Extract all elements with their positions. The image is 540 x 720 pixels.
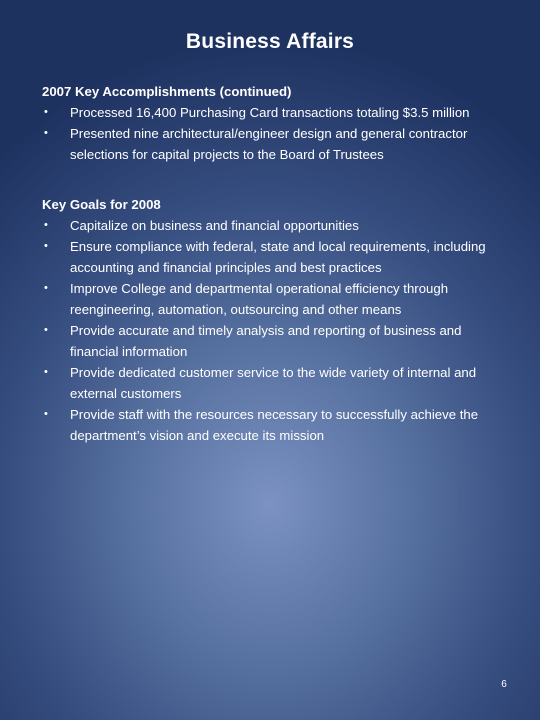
- bullet-icon: •: [44, 324, 48, 336]
- list-item-text: Provide accurate and timely analysis and reporting of business and financial information: [70, 323, 462, 359]
- list-item: [42, 236, 512, 278]
- list-item-text: Presented nine architectural/engineer design and general contractor selections for capital projects to the Board of Trustees: [70, 126, 468, 162]
- bullet-icon: •: [44, 282, 48, 294]
- bullet-icon: •: [44, 366, 48, 378]
- bullet-icon: •: [44, 240, 48, 252]
- bullet-icon: •: [44, 106, 48, 118]
- list-item: [42, 404, 512, 446]
- list-item-text: Capitalize on business and financial opportunities: [70, 218, 359, 233]
- list-item-text: Improve College and departmental operational efficiency through reengineering, automation, outsourcing and other means: [70, 281, 449, 317]
- list-item: [42, 278, 512, 320]
- bullet-icon: •: [44, 127, 48, 139]
- list-item: [42, 123, 512, 165]
- accomplishments-section: [42, 81, 512, 165]
- goals-heading: Key Goals for 2008: [42, 197, 161, 212]
- list-item: [42, 102, 512, 123]
- goals-list: [42, 215, 512, 446]
- bullet-icon: •: [44, 219, 48, 231]
- accomplishments-heading: 2007 Key Accomplishments (continued): [42, 84, 292, 99]
- bullet-icon: •: [44, 408, 48, 420]
- accomplishments-list: [42, 102, 512, 165]
- list-item-text: Provide staff with the resources necessary to successfully achieve the department’s vision and execute its mission: [70, 407, 479, 443]
- list-item: [42, 320, 512, 362]
- list-item-text: Ensure compliance with federal, state and local requirements, including accounting and financial principles and best practices: [70, 239, 486, 275]
- goals-section: [42, 194, 512, 446]
- list-item: [42, 215, 512, 236]
- slide-title: Business Affairs: [185, 30, 355, 53]
- list-item: [42, 362, 512, 404]
- page-number: 6: [501, 679, 507, 690]
- list-item-text: Provide dedicated customer service to the wide variety of internal and external customers: [70, 365, 477, 401]
- list-item-text: Processed 16,400 Purchasing Card transactions totaling $3.5 million: [70, 105, 470, 120]
